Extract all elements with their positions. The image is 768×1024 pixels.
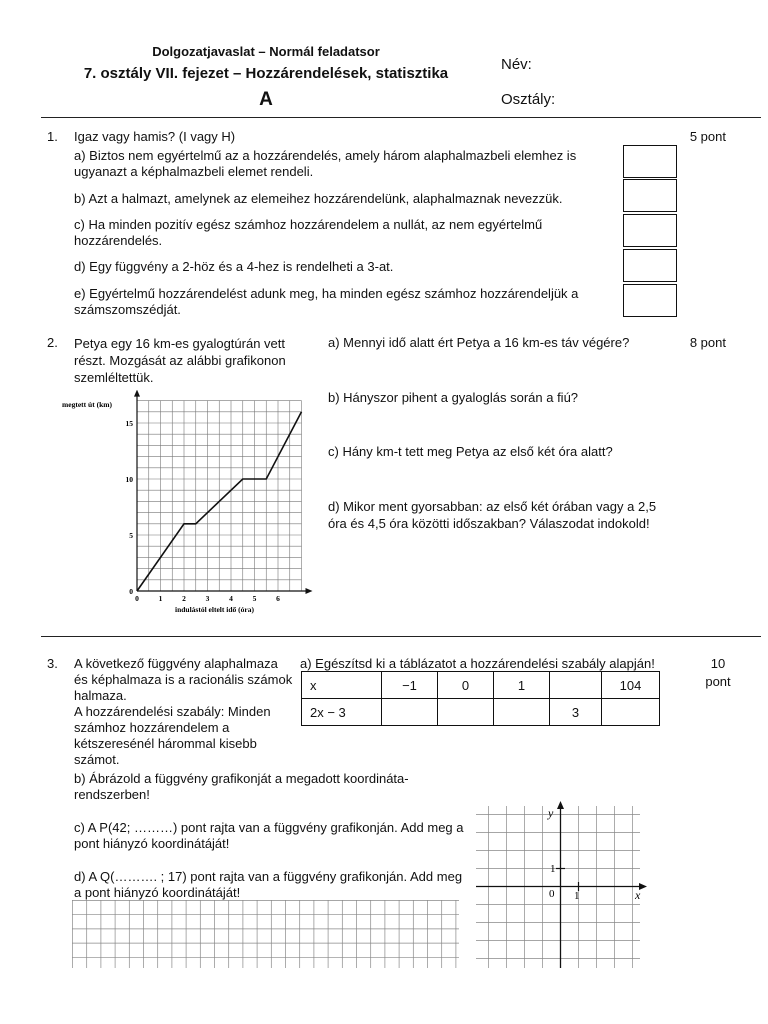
- task3-part-b: b) Ábrázold a függvény grafikonját a megadott koordináta-rendszerben!: [74, 771, 409, 802]
- x-tick-label: 1: [158, 594, 163, 603]
- x-tick-label: 5: [252, 594, 257, 603]
- x-axis-label: x: [635, 888, 641, 902]
- y-tick-label: 15: [125, 419, 133, 428]
- intro-line: A hozzárendelési szabály: Minden: [74, 704, 271, 719]
- table-cell: 3: [550, 699, 602, 726]
- x-unit-label: 1: [574, 890, 580, 902]
- task3-intro: [74, 656, 294, 768]
- intro-line: számhoz hozzárendelem a: [74, 720, 230, 735]
- x-tick-label: 0: [135, 594, 139, 603]
- table-cell: 2x − 3: [302, 699, 382, 726]
- x-tick-label: 2: [182, 594, 186, 603]
- task3-part-c: c) A P(42; ………) pont rajta van a függvény grafikonján. Add meg a pont hiányzó koordinátáját!: [74, 820, 464, 851]
- answer-box-b[interactable]: [623, 179, 677, 212]
- distance-time-chart: [60, 390, 322, 625]
- task2-question-c: c) Hány km-t tett meg Petya az első két óra alatt?: [328, 444, 613, 459]
- answer-box-d[interactable]: [623, 249, 677, 282]
- y-axis-label: y: [548, 806, 554, 820]
- subtitle: Dolgozatjavaslat – Normál feladatsor: [152, 44, 380, 59]
- task3-number: 3.: [47, 656, 58, 671]
- table-row: [302, 699, 660, 726]
- answer-box-a[interactable]: [623, 145, 677, 178]
- value-table: [301, 671, 660, 726]
- x-tick-label: 6: [276, 594, 280, 603]
- answer-grid[interactable]: [72, 900, 460, 970]
- page-title: 7. osztály VII. fejezet – Hozzárendelések, statisztika: [83, 65, 449, 82]
- group-letter: A: [259, 89, 273, 110]
- table-cell: −1: [382, 672, 438, 699]
- chart-xlabel: indulástól eltelt idő (óra): [175, 605, 254, 614]
- origin-label: 0: [549, 888, 555, 900]
- y-axis-arrow: [557, 801, 564, 809]
- table-row: [302, 672, 660, 699]
- chart-ylabel: megtett út (km): [62, 400, 112, 409]
- table-cell-input[interactable]: [602, 699, 660, 726]
- intro-line: számot.: [74, 752, 120, 767]
- task2-text: Petya egy 16 km-es gyalogtúrán vett részt. Mozgását az alábbi grafikonon szemléltettük.: [74, 336, 286, 385]
- y-tick-label: 5: [129, 531, 133, 540]
- table-cell-input[interactable]: [382, 699, 438, 726]
- task1-item-b: b) Azt a halmazt, amelynek az elemeihez hozzárendelünk, alaphalmaznak nevezzük.: [74, 191, 563, 206]
- task3-points-value: 10: [710, 656, 726, 671]
- intro-line: kétszeresénél hárommal kisebb: [74, 736, 257, 751]
- table-cell: 0: [438, 672, 494, 699]
- table-cell-input[interactable]: [494, 699, 550, 726]
- task1-item-d: d) Egy függvény a 2-höz és a 4-hez is rendelheti a 3-at.: [74, 259, 394, 274]
- table-cell: 104: [602, 672, 660, 699]
- table-cell: x: [302, 672, 382, 699]
- header-divider: [41, 117, 761, 118]
- table-cell-input[interactable]: [550, 672, 602, 699]
- class-label: Osztály:: [501, 91, 556, 108]
- task1-question: Igaz vagy hamis? (I vagy H): [74, 129, 236, 144]
- task1-item-e: e) Egyértelmű hozzárendelést adunk meg, ha minden egész számhoz hozzárendeljük a számszomszédját.: [74, 286, 579, 317]
- answer-box-e[interactable]: [623, 284, 677, 317]
- task3-points-unit: pont: [705, 674, 731, 689]
- x-axis-arrow: [306, 588, 313, 594]
- table-cell: 1: [494, 672, 550, 699]
- task2-question-a: a) Mennyi idő alatt ért Petya a 16 km-es táv végére?: [328, 335, 630, 350]
- intro-line: A következő függvény alaphalmaza: [74, 656, 278, 671]
- task1-item-c: c) Ha minden pozitív egész számhoz hozzárendelem a nullát, az nem egyértelmű hozzárendelés.: [74, 217, 543, 248]
- y-tick-label: 10: [125, 475, 133, 484]
- section-divider-1: [41, 636, 761, 637]
- y-tick-label: 0: [129, 587, 133, 596]
- task3-part-a: a) Egészítsd ki a táblázatot a hozzárendelési szabály alapján!: [300, 656, 655, 671]
- task1-item-a: a) Biztos nem egyértelmű az a hozzárendelés, amely három alaphalmazbeli elemhez is ugyanazt a képhalmazbeli elemet rendeli.: [74, 148, 577, 179]
- x-tick-label: 4: [229, 594, 233, 603]
- task3-part-d: d) A Q(………. ; 17) pont rajta van a függvény grafikonján. Add meg a pont hiányzó koordinátáját!: [74, 869, 463, 900]
- intro-line: és képhalmaza is a racionális számok: [74, 672, 293, 687]
- y-axis-arrow: [134, 390, 140, 397]
- task2-number: 2.: [47, 335, 58, 350]
- answer-box-c[interactable]: [623, 214, 677, 247]
- coordinate-grid[interactable]: [470, 800, 650, 970]
- task1-points: 5 pont: [689, 129, 726, 144]
- name-label: Név:: [501, 56, 532, 73]
- task2-question-b: b) Hányszor pihent a gyaloglás során a fiú?: [328, 390, 579, 405]
- task2-question-d: d) Mikor ment gyorsabban: az első két órában vagy a 2,5 óra és 4,5 óra közötti időszakban? Válaszodat indokold!: [328, 499, 657, 531]
- x-tick-label: 3: [205, 594, 210, 603]
- intro-line: halmaza.: [74, 688, 127, 703]
- y-unit-label: 1: [550, 863, 556, 875]
- task2-points: 8 pont: [689, 335, 726, 350]
- table-cell-input[interactable]: [438, 699, 494, 726]
- task1-number: 1.: [47, 129, 58, 144]
- chart-grid: [137, 401, 302, 591]
